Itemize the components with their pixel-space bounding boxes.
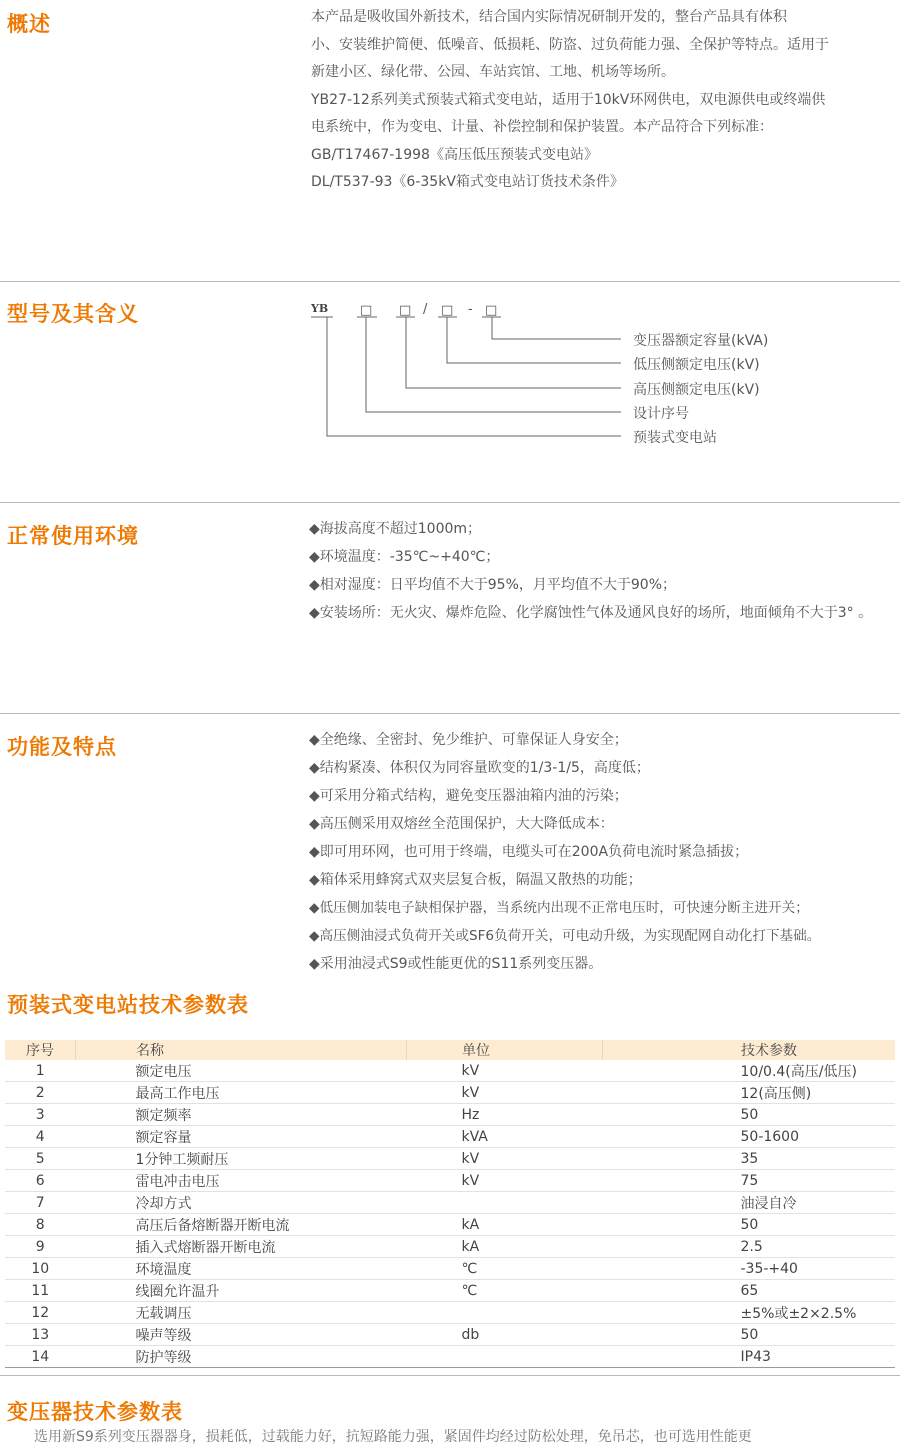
section-divider — [0, 502, 900, 503]
code-box-3: □ — [441, 303, 454, 318]
cell-value: 10/0.4(高压/低压) — [603, 1060, 896, 1082]
cell-unit: Hz — [407, 1104, 603, 1126]
cell-name: 额定电压 — [76, 1060, 407, 1082]
transformer-intro: 选用新S9系列变压器器身，损耗低，过载能力好，抗短路能力强，紧固件均经过防松处理，免吊芯，也可选用性能更 — [34, 1429, 752, 1445]
cell-value: 50-1600 — [603, 1126, 896, 1148]
cell-index: 10 — [5, 1258, 76, 1280]
overview-line: GB/T17467-1998《高压低压预装式变电站》 — [311, 146, 598, 163]
cell-value: IP43 — [603, 1346, 896, 1368]
cell-name: 雷电冲击电压 — [76, 1170, 407, 1192]
transformer-title: 变压器技术参数表 — [7, 1400, 183, 1424]
cell-unit: ℃ — [407, 1258, 603, 1280]
table-row — [5, 1060, 895, 1082]
section-divider — [0, 713, 900, 714]
code-label-hv: 高压侧额定电压(kV) — [633, 382, 760, 398]
list-item: ◆采用油浸式S9或性能更优的S11系列变压器。 — [309, 956, 603, 972]
cell-unit — [407, 1192, 603, 1214]
list-item: ◆高压侧采用双熔丝全范围保护，大大降低成本： — [309, 816, 614, 832]
cell-value: 50 — [603, 1104, 896, 1126]
cell-index: 2 — [5, 1082, 76, 1104]
overview-line: 小、安装维护简便、低噪音、低损耗、防盗、过负荷能力强、全保护等特点。适用于 — [311, 36, 829, 53]
code-dash: - — [468, 302, 473, 317]
cell-value: ±5%或±2×2.5% — [603, 1302, 896, 1324]
cell-name: 线圈允许温升 — [76, 1280, 407, 1302]
cell-value: 50 — [603, 1214, 896, 1236]
cell-name: 防护等级 — [76, 1346, 407, 1368]
col-header-unit: 单位 — [407, 1040, 603, 1060]
model-code-lines — [311, 300, 900, 460]
cell-unit: kA — [407, 1214, 603, 1236]
cell-index: 11 — [5, 1280, 76, 1302]
list-item: ◆环境温度：-35℃~+40℃； — [309, 549, 500, 565]
cell-name: 环境温度 — [76, 1258, 407, 1280]
table-row — [5, 1082, 895, 1104]
model-title: 型号及其含义 — [7, 302, 139, 326]
cell-value: -35-+40 — [603, 1258, 896, 1280]
cell-unit: ℃ — [407, 1280, 603, 1302]
list-item: ◆相对湿度：日平均值不大于95%，月平均值不大于90%； — [309, 577, 676, 593]
list-item: ◆安装场所：无火灾、爆炸危险、化学腐蚀性气体及通风良好的场所，地面倾角不大于3° 。 — [309, 605, 873, 621]
col-header-value: 技术参数 — [603, 1040, 896, 1060]
table-row — [5, 1236, 895, 1258]
cell-name: 插入式熔断器开断电流 — [76, 1236, 407, 1258]
cell-index: 3 — [5, 1104, 76, 1126]
table-row — [5, 1104, 895, 1126]
table-row — [5, 1192, 895, 1214]
cell-name: 高压后备熔断器开断电流 — [76, 1214, 407, 1236]
environment-title: 正常使用环境 — [7, 524, 139, 548]
list-item: ◆高压侧油浸式负荷开关或SF6负荷开关，可电动升级，为实现配网自动化打下基础。 — [309, 928, 821, 944]
list-item: ◆可采用分箱式结构，避免变压器油箱内油的污染； — [309, 788, 628, 804]
cell-index: 6 — [5, 1170, 76, 1192]
table-row — [5, 1258, 895, 1280]
cell-unit: kA — [407, 1236, 603, 1258]
cell-index: 14 — [5, 1346, 76, 1368]
cell-value: 12(高压侧) — [603, 1082, 896, 1104]
cell-index: 12 — [5, 1302, 76, 1324]
features-list — [309, 726, 900, 978]
table-row — [5, 1346, 895, 1368]
cell-unit: kV — [407, 1082, 603, 1104]
table-header-row — [5, 1040, 895, 1060]
cell-name: 冷却方式 — [76, 1192, 407, 1214]
cell-value: 65 — [603, 1280, 896, 1302]
cell-name: 噪声等级 — [76, 1324, 407, 1346]
cell-name: 最高工作电压 — [76, 1082, 407, 1104]
section-divider — [0, 281, 900, 282]
cell-unit: kV — [407, 1148, 603, 1170]
table-row — [5, 1214, 895, 1236]
code-box-4: □ — [485, 303, 498, 318]
code-box-1: □ — [360, 303, 373, 318]
cell-unit: kV — [407, 1060, 603, 1082]
cell-value: 35 — [603, 1148, 896, 1170]
table-row — [5, 1302, 895, 1324]
cell-value: 油浸自冷 — [603, 1192, 896, 1214]
cell-index: 7 — [5, 1192, 76, 1214]
cell-name: 无载调压 — [76, 1302, 407, 1324]
col-header-index: 序号 — [5, 1040, 76, 1060]
overview-line: 新建小区、绿化带、公园、车站宾馆、工地、机场等场所。 — [311, 64, 675, 80]
cell-value: 2.5 — [603, 1236, 896, 1258]
table-row — [5, 1170, 895, 1192]
col-header-name: 名称 — [76, 1040, 407, 1060]
list-item: ◆即可用环网，也可用于终端，电缆头可在200A负荷电流时紧急插拔； — [309, 844, 749, 860]
cell-unit — [407, 1346, 603, 1368]
list-item: ◆结构紧凑、体积仅为同容量欧变的1/3-1/5，高度低； — [309, 760, 650, 776]
cell-index: 8 — [5, 1214, 76, 1236]
cell-index: 9 — [5, 1236, 76, 1258]
model-code-diagram — [311, 300, 900, 460]
spec-table-title: 预装式变电站技术参数表 — [7, 993, 249, 1017]
code-label-type: 预装式变电站 — [633, 430, 717, 446]
table-row — [5, 1324, 895, 1346]
overview-text — [311, 4, 900, 197]
cell-index: 1 — [5, 1060, 76, 1082]
overview-line: 电系统中，作为变电、计量、补偿控制和保护装置。本产品符合下列标准： — [311, 119, 773, 135]
list-item: ◆低压侧加装电子缺相保护器，当系统内出现不正常电压时，可快速分断主进开关； — [309, 900, 809, 916]
code-prefix: YB — [311, 302, 329, 315]
list-item: ◆海拔高度不超过1000m； — [309, 521, 482, 537]
cell-name: 额定频率 — [76, 1104, 407, 1126]
table-row — [5, 1148, 895, 1170]
cell-unit: kV — [407, 1170, 603, 1192]
overview-line: 本产品是吸收国外新技术，结合国内实际情况研制开发的，整台产品具有体积 — [311, 9, 787, 25]
cell-unit — [407, 1302, 603, 1324]
code-label-serial: 设计序号 — [633, 406, 689, 422]
table-row — [5, 1280, 895, 1302]
cell-value: 50 — [603, 1324, 896, 1346]
overview-title: 概述 — [7, 12, 51, 36]
features-title: 功能及特点 — [7, 735, 117, 759]
code-box-2: □ — [399, 303, 412, 318]
overview-line: DL/T537-93《6-35kV箱式变电站订货技术条件》 — [311, 174, 624, 190]
list-item: ◆箱体采用蜂窝式双夹层复合板，隔温又散热的功能； — [309, 872, 642, 888]
cell-value: 75 — [603, 1170, 896, 1192]
code-slash: / — [423, 302, 428, 317]
overview-line: YB27-12系列美式预装式箱式变电站，适用于10kV环网供电，双电源供电或终端供 — [311, 91, 826, 108]
cell-index: 5 — [5, 1148, 76, 1170]
table-row — [5, 1126, 895, 1148]
cell-name: 额定容量 — [76, 1126, 407, 1148]
cell-unit: kVA — [407, 1126, 603, 1148]
cell-unit: db — [407, 1324, 603, 1346]
code-label-capacity: 变压器额定容量(kVA) — [633, 333, 769, 349]
spec-table — [5, 1040, 895, 1368]
code-label-lv: 低压侧额定电压(kV) — [633, 357, 760, 373]
environment-list — [309, 515, 900, 627]
cell-name: 1分钟工频耐压 — [76, 1148, 407, 1170]
list-item: ◆全绝缘、全密封、免少维护、可靠保证人身安全； — [309, 732, 628, 748]
cell-index: 4 — [5, 1126, 76, 1148]
section-divider — [0, 1375, 900, 1376]
cell-index: 13 — [5, 1324, 76, 1346]
